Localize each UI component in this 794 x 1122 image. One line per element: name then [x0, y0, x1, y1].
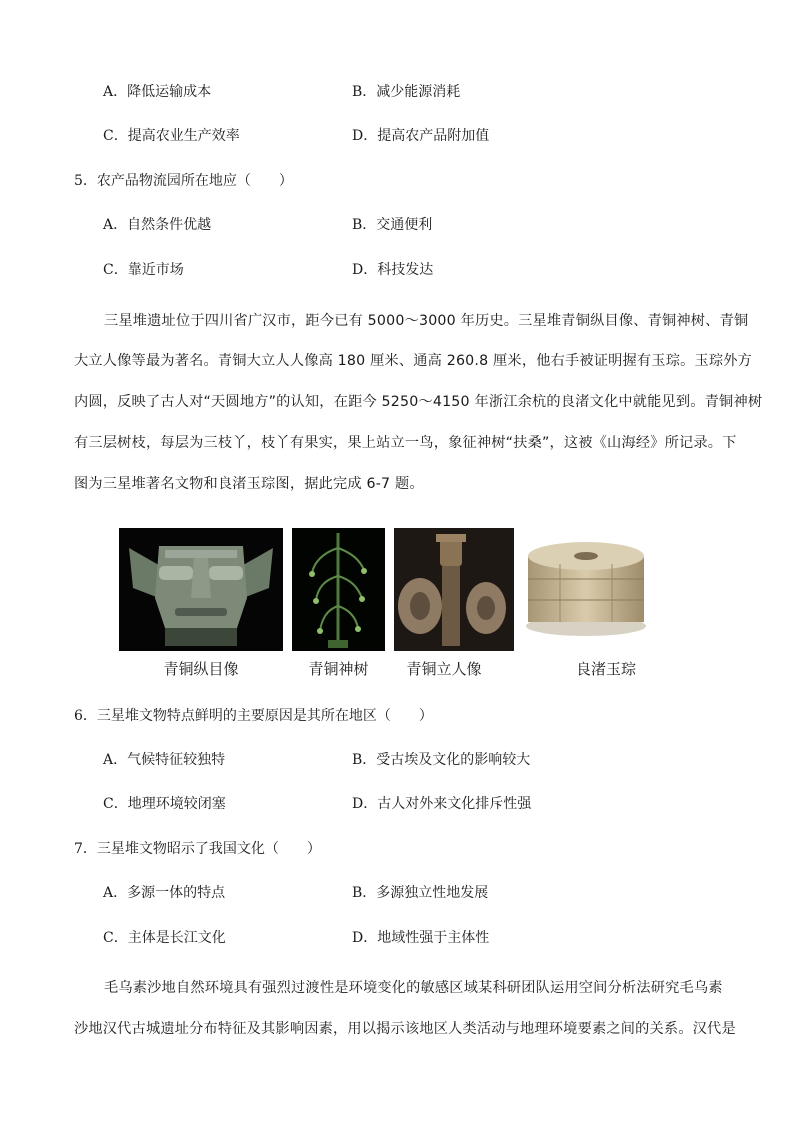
q4-option-a: A．降低运输成本 — [103, 84, 212, 100]
bronze-tree-image — [292, 528, 385, 651]
bronze-mask-image — [119, 528, 283, 651]
q6-option-d: D．古人对外来文化排斥性强 — [352, 796, 532, 812]
passage1-line-4: 有三层树枝，每层为三枝丫，枝丫有果实，果上站立一鸟，象征神树“扶桑”，这被《山海经》所记录。下 — [74, 435, 737, 451]
caption-bronze-mask: 青铜纵目像 — [163, 660, 239, 678]
caption-jade-cong: 良渚玉琮 — [575, 660, 636, 678]
q4-option-b: B．减少能源消耗 — [352, 84, 461, 100]
q5-option-c: C．靠近市场 — [103, 262, 184, 278]
q7-option-c: C．主体是长江文化 — [103, 930, 226, 946]
caption-bronze-tree: 青铜神树 — [308, 660, 369, 678]
q5-stem: 5．农产品物流园所在地应（ ） — [74, 173, 293, 189]
q7-option-b: B．多源独立性地发展 — [352, 885, 489, 901]
q6-option-c: C．地理环境较闭塞 — [103, 796, 226, 812]
q7-stem: 7．三星堆文物昭示了我国文化（ ） — [74, 841, 321, 857]
q5-option-a: A．自然条件优越 — [103, 217, 212, 233]
passage2-line-1: 毛乌素沙地自然环境具有强烈过渡性是环境变化的敏感区域某科研团队运用空间分析法研究毛乌素 — [104, 980, 723, 996]
jade-cong-image — [520, 534, 652, 640]
passage1-line-3: 内圆，反映了古人对“天圆地方”的认知，在距今 5250～4150 年浙江余杭的良渚文化中就能见到。青铜神树 — [74, 394, 763, 410]
passage2-line-2: 沙地汉代古城遗址分布特征及其影响因素，用以揭示该地区人类活动与地理环境要素之间的关系。汉代是 — [74, 1021, 736, 1037]
bronze-standing-figure-image — [394, 528, 514, 651]
q4-option-c: C．提高农业生产效率 — [103, 128, 240, 144]
passage1-line-5: 图为三星堆著名文物和良渚玉琮图，据此完成 6-7 题。 — [74, 476, 424, 492]
passage1-line-2: 大立人像等最为著名。青铜大立人人像高 180 厘米、通高 260.8 厘米，他右手被证明握有玉琮。玉琮外方 — [74, 353, 753, 369]
q6-stem: 6．三星堆文物特点鲜明的主要原因是其所在地区（ ） — [74, 708, 433, 724]
q4-option-d: D．提高农产品附加值 — [352, 128, 490, 144]
passage1-line-1: 三星堆遗址位于四川省广汉市，距今已有 5000～3000 年历史。三星堆青铜纵目像、青铜神树、青铜 — [104, 313, 749, 329]
q5-option-d: D．科技发达 — [352, 262, 434, 278]
q5-option-b: B．交通便利 — [352, 217, 433, 233]
q6-option-b: B．受古埃及文化的影响较大 — [352, 752, 531, 768]
caption-bronze-figure: 青铜立人像 — [406, 660, 482, 678]
q6-option-a: A．气候特征较独特 — [103, 752, 226, 768]
q7-option-d: D．地域性强于主体性 — [352, 930, 490, 946]
q7-option-a: A．多源一体的特点 — [103, 885, 226, 901]
